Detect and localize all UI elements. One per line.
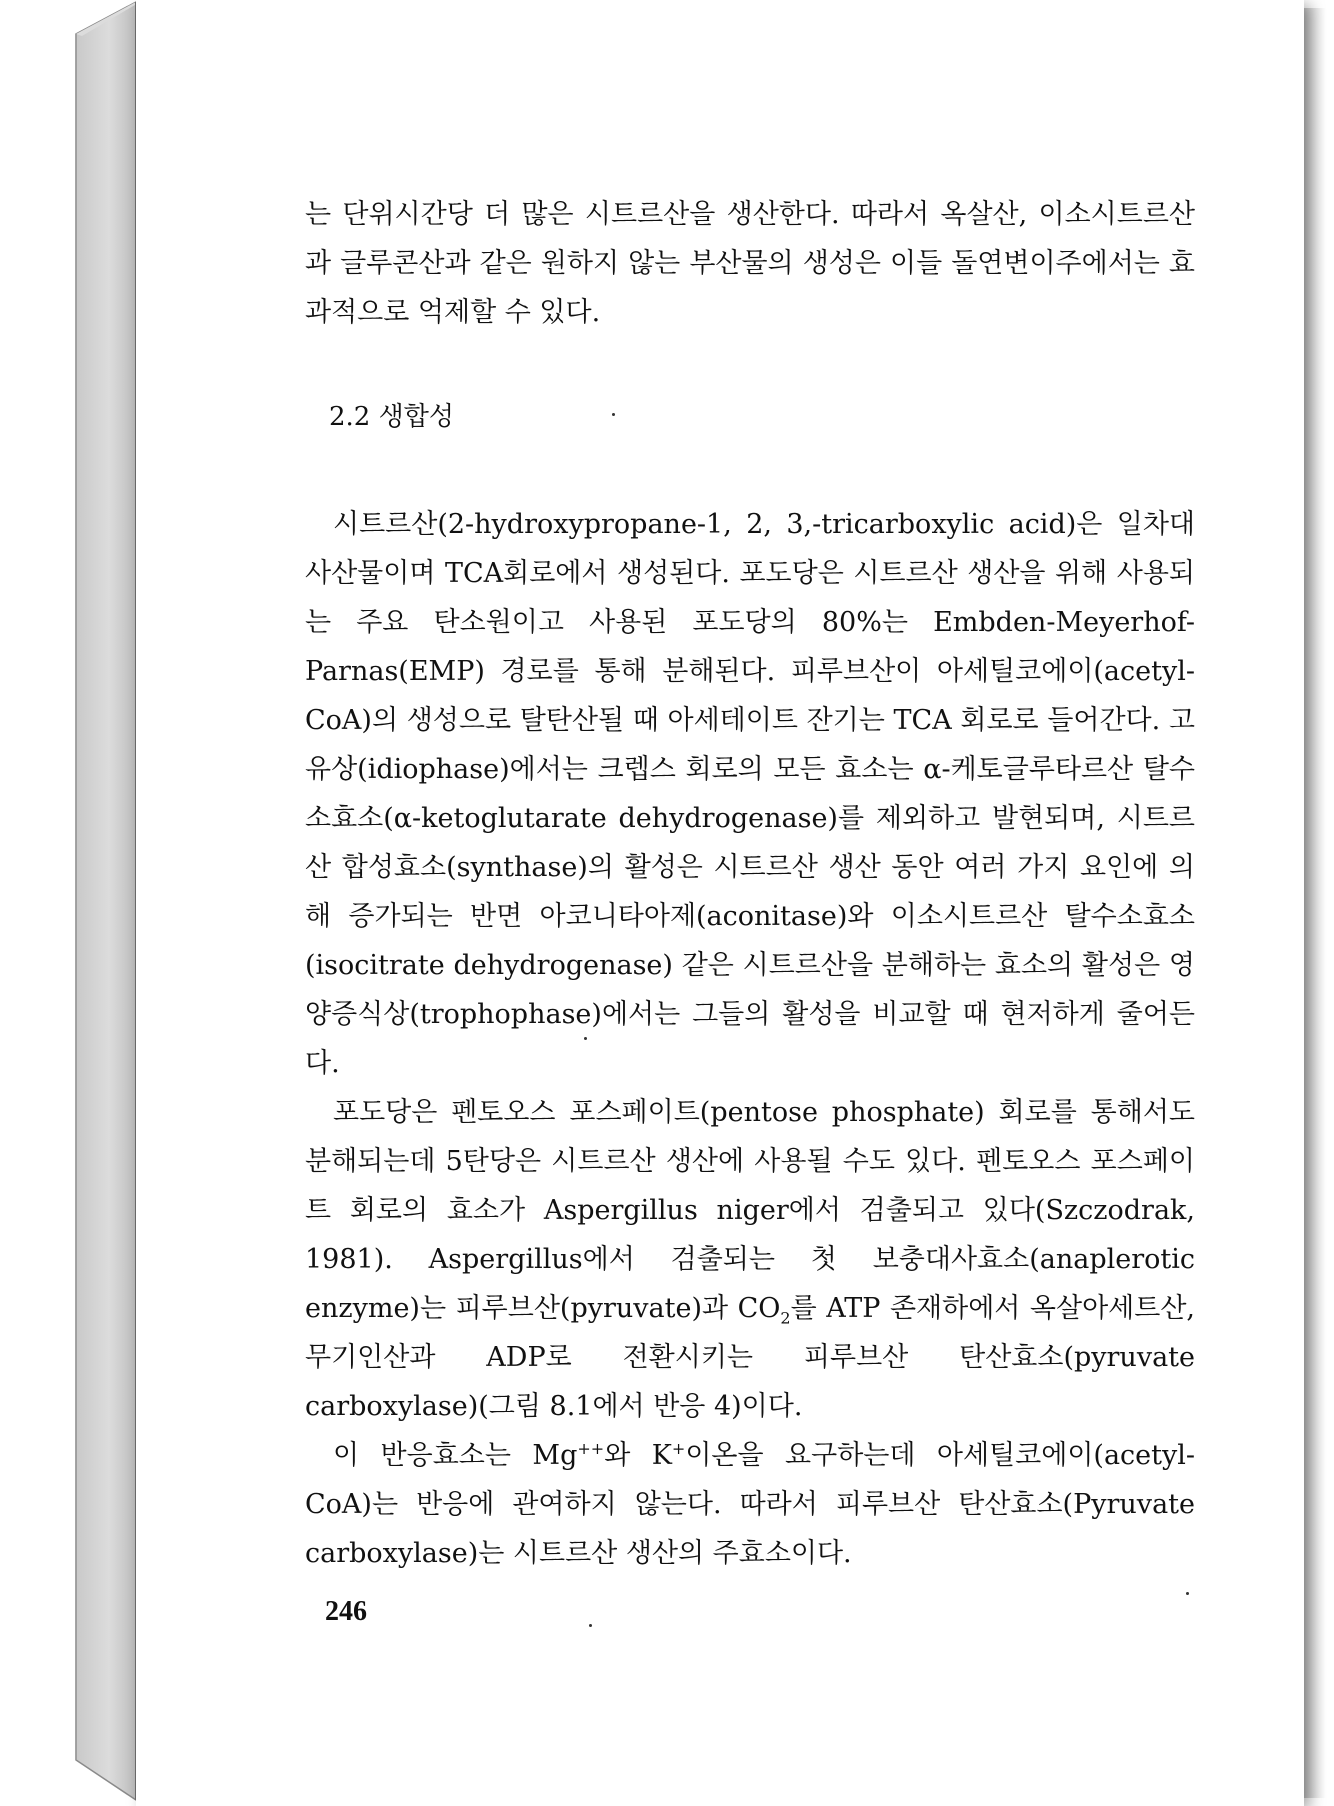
paragraph-3-text-mid: 와 K: [604, 1440, 672, 1471]
biosynthesis-paragraph-2: [305, 1088, 1195, 1431]
k-ion-superscript: +: [671, 1439, 686, 1458]
page-shadow: [1304, 8, 1326, 1798]
paragraph-2-text-after: 를 ATP 존재하에서 옥살아세트산, 무기인산과 ADP로 전환시키는 피루브산 탄산효소(pyruvate carboxylase)(그림 8.1에서 반응 4)이다.: [305, 1293, 1195, 1422]
co2-subscript: 2: [780, 1308, 791, 1328]
paragraph-2-text-before: 포도당은 펜토오스 포스페이트(pentose phosphate) 회로를 통해서도 분해되는데 5탄당은 시트르산 생산에 사용될 수도 있다. 펜토오스 포스페이트 회로의 효소가 Aspergillus niger에서 검출되고 있다(Szczodrak, 1981). Aspergillus에서 검출되는 첫 보충대사효소(anaplerotic enzyme)는 피루브산(pyruvate)과 CO: [305, 1097, 1195, 1324]
scan-speck: [1186, 1592, 1189, 1595]
scan-speck: [612, 413, 615, 416]
paragraph-3-text-end: 이온을 요구하는데 아세틸코에이(acetyl-CoA)는 반응에 관여하지 않는다. 따라서 피루브산 탄산효소(Pyruvate carboxylase)는 시트르산 생산의 주효소이다.: [305, 1440, 1196, 1569]
biosynthesis-paragraph-3: [305, 1431, 1195, 1578]
scan-speck: [584, 1037, 587, 1040]
intro-paragraph: 는 단위시간당 더 많은 시트르산을 생산한다. 따라서 옥살산, 이소시트르산과 글루콘산과 같은 원하지 않는 부산물의 생성은 이들 돌연변이주에서는 효과적으로 억제할 수 있다.: [305, 199, 1195, 328]
page-number: 246: [325, 1596, 367, 1627]
book-spine-edge: [0, 0, 140, 1806]
section-heading: 2.2 생합성: [329, 402, 454, 432]
scan-speck: [589, 1624, 592, 1627]
paragraph-3-text-start: 이 반응효소는 Mg: [333, 1440, 578, 1471]
biosynthesis-paragraph-1: 시트르산(2-hydroxypropane-1, 2, 3,-tricarboxylic acid)은 일차대사산물이며 TCA회로에서 생성된다. 포도당은 시트르산 생산을 위해 사용되는 주요 탄소원이고 사용된 포도당의 80%는 Embden-Meyerhof-Parnas(EMP) 경로를 통해 분해된다. 피루브산이 아세틸코에이(acetyl-CoA)의 생성으로 탈탄산될 때 아세테이트 잔기는 TCA 회로로 들어간다. 고유상(idiophase)에서는 크렙스 회로의 모든 효소는 α-케토글루타르산 탈수소효소(α-ketoglutarate dehydrogenase)를 제외하고 발현되며, 시트르산 합성효소(synthase)의 활성은 시트르산 생산 동안 여러 가지 요인에 의해 증가되는 반면 아코니타아제(aconitase)와 이소시트르산 탈수소효소(isocitrate dehydrogenase) 같은 시트르산을 분해하는 효소의 활성은 영양증식상(trophophase)에서는 그들의 활성을 비교할 때 현저하게 줄어든다.: [305, 509, 1195, 1079]
mg-ion-superscript: ++: [577, 1439, 605, 1458]
page-content: [305, 190, 1195, 1578]
